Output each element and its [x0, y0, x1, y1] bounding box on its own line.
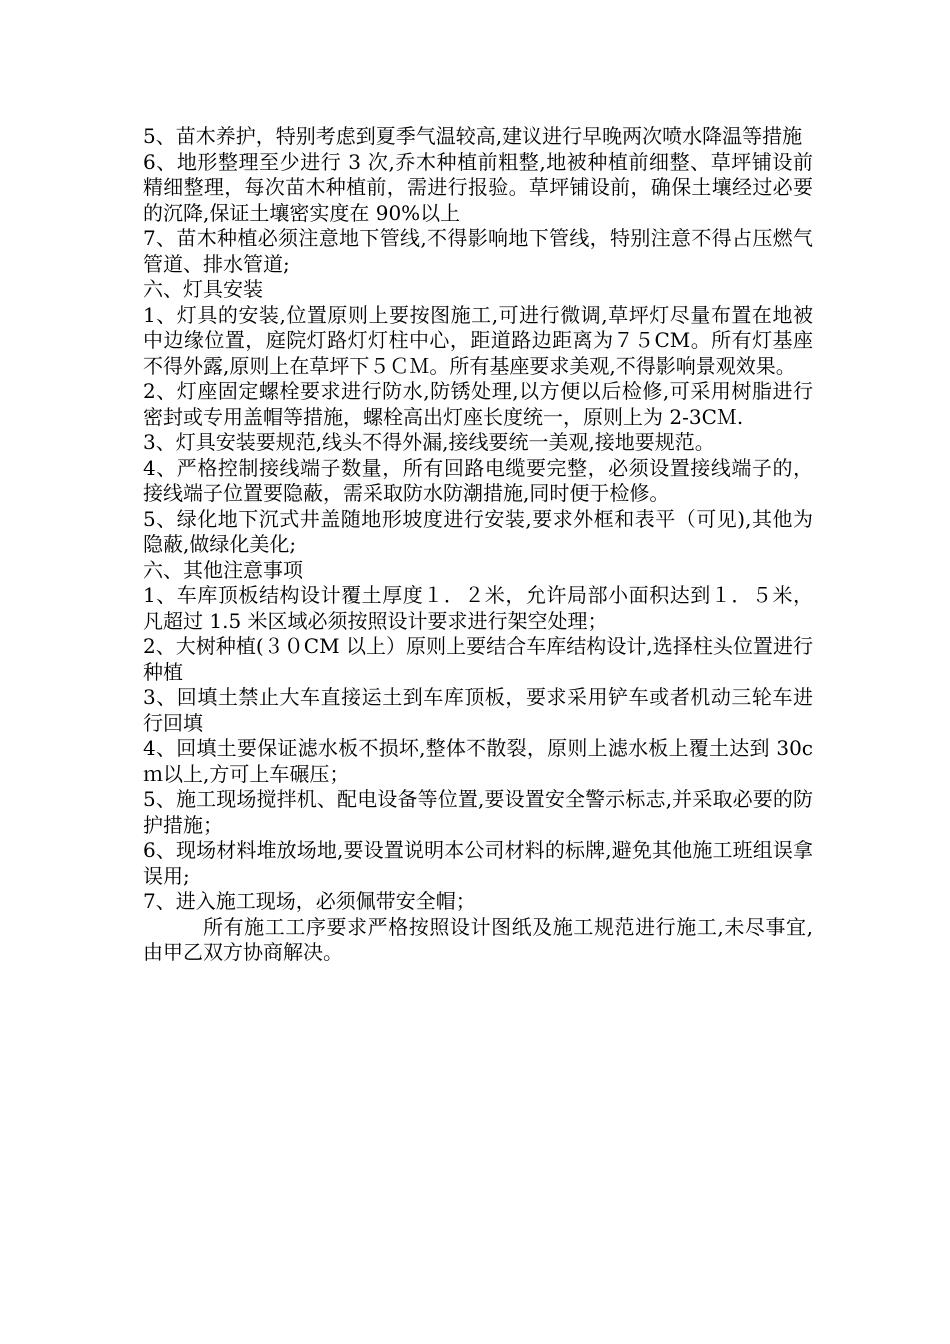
paragraph-underground-pipelines: 7、苗木种植必须注意地下管线,不得影响地下管线，特别注意不得占压燃气管道、排水管道; — [143, 226, 813, 276]
paragraph-closing-statement: 所有施工工序要求严格按照设计图纸及施工规范进行施工,未尽事宜,由甲乙双方协商解决。 — [143, 914, 813, 964]
paragraph-manhole-covers: 5、绿化地下沉式井盖随地形坡度进行安装,要求外框和表平（可见),其他为隐蔽,做绿化美化; — [143, 506, 813, 556]
paragraph-terrain-grading: 6、地形整理至少进行 3 次,乔木种植前粗整,地被种植前细整、草坪铺设前精细整理，每次苗木种植前，需进行报验。草坪铺设前，确保土壤经过必要的沉降,保证土壤密实度在 90%以上 — [143, 149, 813, 225]
section-heading-lighting: 六、灯具安装 — [143, 277, 263, 301]
paragraph-material-storage: 6、现场材料堆放场地,要设置说明本公司材料的标牌,避免其他施工班组误拿误用; — [143, 838, 813, 888]
paragraph-lamp-installation: 1、灯具的安装,位置原则上要按图施工,可进行微调,草坪灯尽量布置在地被中边缘位置，庭院灯路灯灯柱中心，距道路边距离为７５CM。所有灯基座不得外露,原则上在草坪下５ＣＭ。所有基座要求美观,不得影响景观效果。 — [143, 302, 813, 378]
paragraph-site-safety-signs: 5、施工现场搅拌机、配电设备等位置,要设置安全警示标志,并采取必要的防护措施； — [143, 787, 813, 837]
paragraph-garage-roof-soil: 1、车库顶板结构设计覆土厚度１．２米，允许局部小面积达到１．５米，凡超过 1.5 米区域必须按照设计要求进行架空处理； — [143, 583, 813, 633]
paragraph-seedling-maintenance: 5、苗木养护，特别考虑到夏季气温较高,建议进行早晚两次喷水降温等措施 — [143, 124, 803, 148]
paragraph-safety-helmet: 7、进入施工现场，必须佩带安全帽； — [143, 889, 476, 913]
document-body — [143, 124, 813, 966]
paragraph-backfill-transport: 3、回填土禁止大车直接运土到车库顶板，要求采用铲车或者机动三轮车进行回填 — [143, 685, 813, 735]
paragraph-lamp-wiring: 3、灯具安装要规范,线头不得外漏,接线要统一美观,接地要规范。 — [143, 430, 715, 454]
paragraph-filter-board: 4、回填土要保证滤水板不损坏,整体不散裂，原则上滤水板上覆土达到 30cｍ以上,方可上车碾压； — [143, 736, 813, 786]
paragraph-lamp-bolts: 2、灯座固定螺栓要求进行防水,防锈处理,以方便以后检修,可采用树脂进行密封或专用盖帽等措施，螺栓高出灯座长度统一，原则上为 2-3CＭ. — [143, 379, 813, 429]
paragraph-large-tree-planting: 2、大树种植(３０CM 以上）原则上要结合车库结构设计,选择柱头位置进行种植 — [143, 634, 813, 684]
paragraph-terminal-control: 4、严格控制接线端子数量，所有回路电缆要完整，必须设置接线端子的，接线端子位置要隐蔽，需采取防水防潮措施,同时便于检修。 — [143, 455, 813, 505]
section-heading-other-notes: 六、其他注意事项 — [143, 557, 303, 582]
